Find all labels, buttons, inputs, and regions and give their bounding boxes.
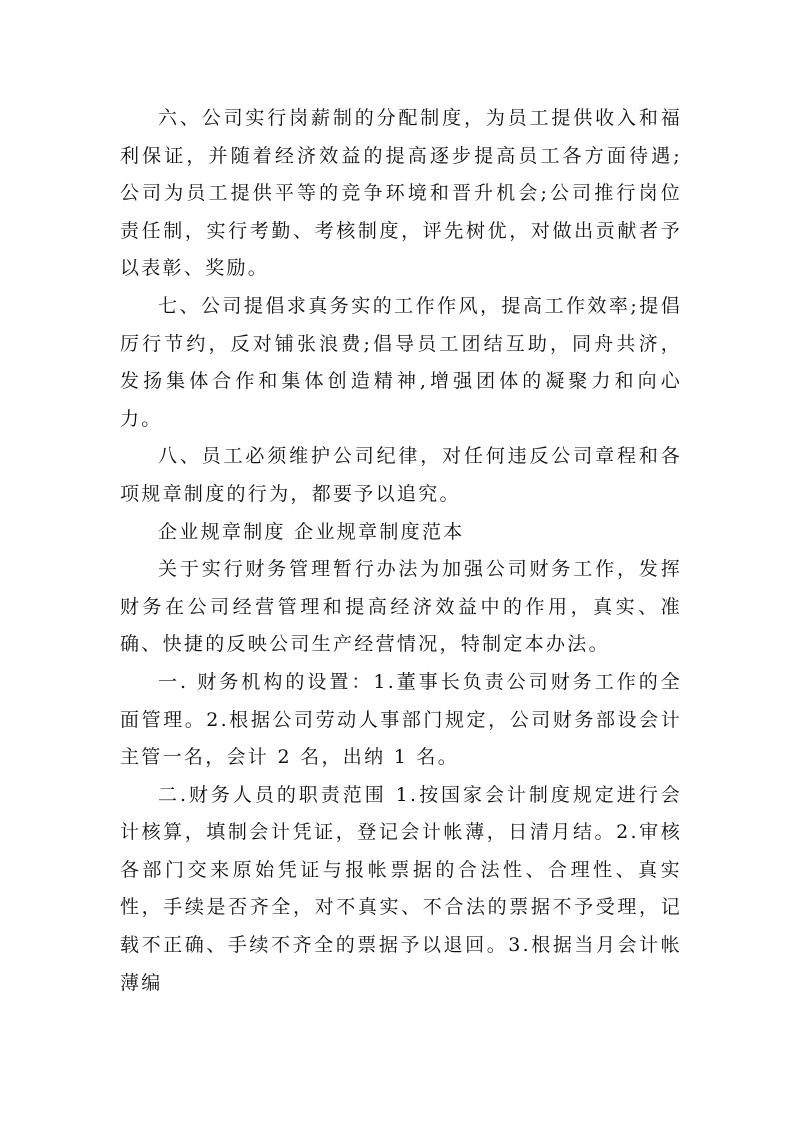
paragraph-six-compensation: 六、公司实行岗薪制的分配制度，为员工提供收入和福利保证，并随着经济效益的提高逐步提高员工各方面待遇;公司为员工提供平等的竞争环境和晋升机会;公司推行岗位责任制，实行考勤、考核制度，评先树优，对做出贡献者予以表彰、奖励。 (120, 107, 682, 280)
paragraph-seven-work-style: 七、公司提倡求真务实的工作作风，提高工作效率;提倡厉行节约，反对铺张浪费;倡导员工团结互助，同舟共济，发扬集体合作和集体创造精神,增强团体的凝聚力和向心力。 (120, 294, 682, 430)
section-heading: 企业规章制度 企业规章制度范本 (158, 520, 465, 543)
paragraph-finance-intro: 关于实行财务管理暂行办法为加强公司财务工作，发挥财务在公司经营管理和提高经济效益中的作用，真实、准确、快捷的反映公司生产经营情况，特制定本办法。 (120, 558, 682, 656)
paragraph-finance-duties: 二.财务人员的职责范围 1.按国家会计制度规定进行会计核算，填制会计凭证，登记会计帐薄，日清月结。2.审核各部门交来原始凭证与报帐票据的合法性、合理性、真实性，手续是否齐全，对不真实、不合法的票据不予受理，记载不正确、手续不齐全的票据予以退回。3.根据当月会计帐薄编 (120, 783, 682, 994)
paragraph-eight-discipline: 八、员工必须维护公司纪律，对任何违反公司章程和各项规章制度的行为，都要予以追究。 (120, 445, 682, 505)
paragraph-finance-organization: 一. 财务机构的设置：1.董事长负责公司财务工作的全面管理。2.根据公司劳动人事部门规定，公司财务部设会计主管一名，会计 2 名，出纳 1 名。 (120, 670, 682, 769)
document-page (120, 100, 682, 1002)
